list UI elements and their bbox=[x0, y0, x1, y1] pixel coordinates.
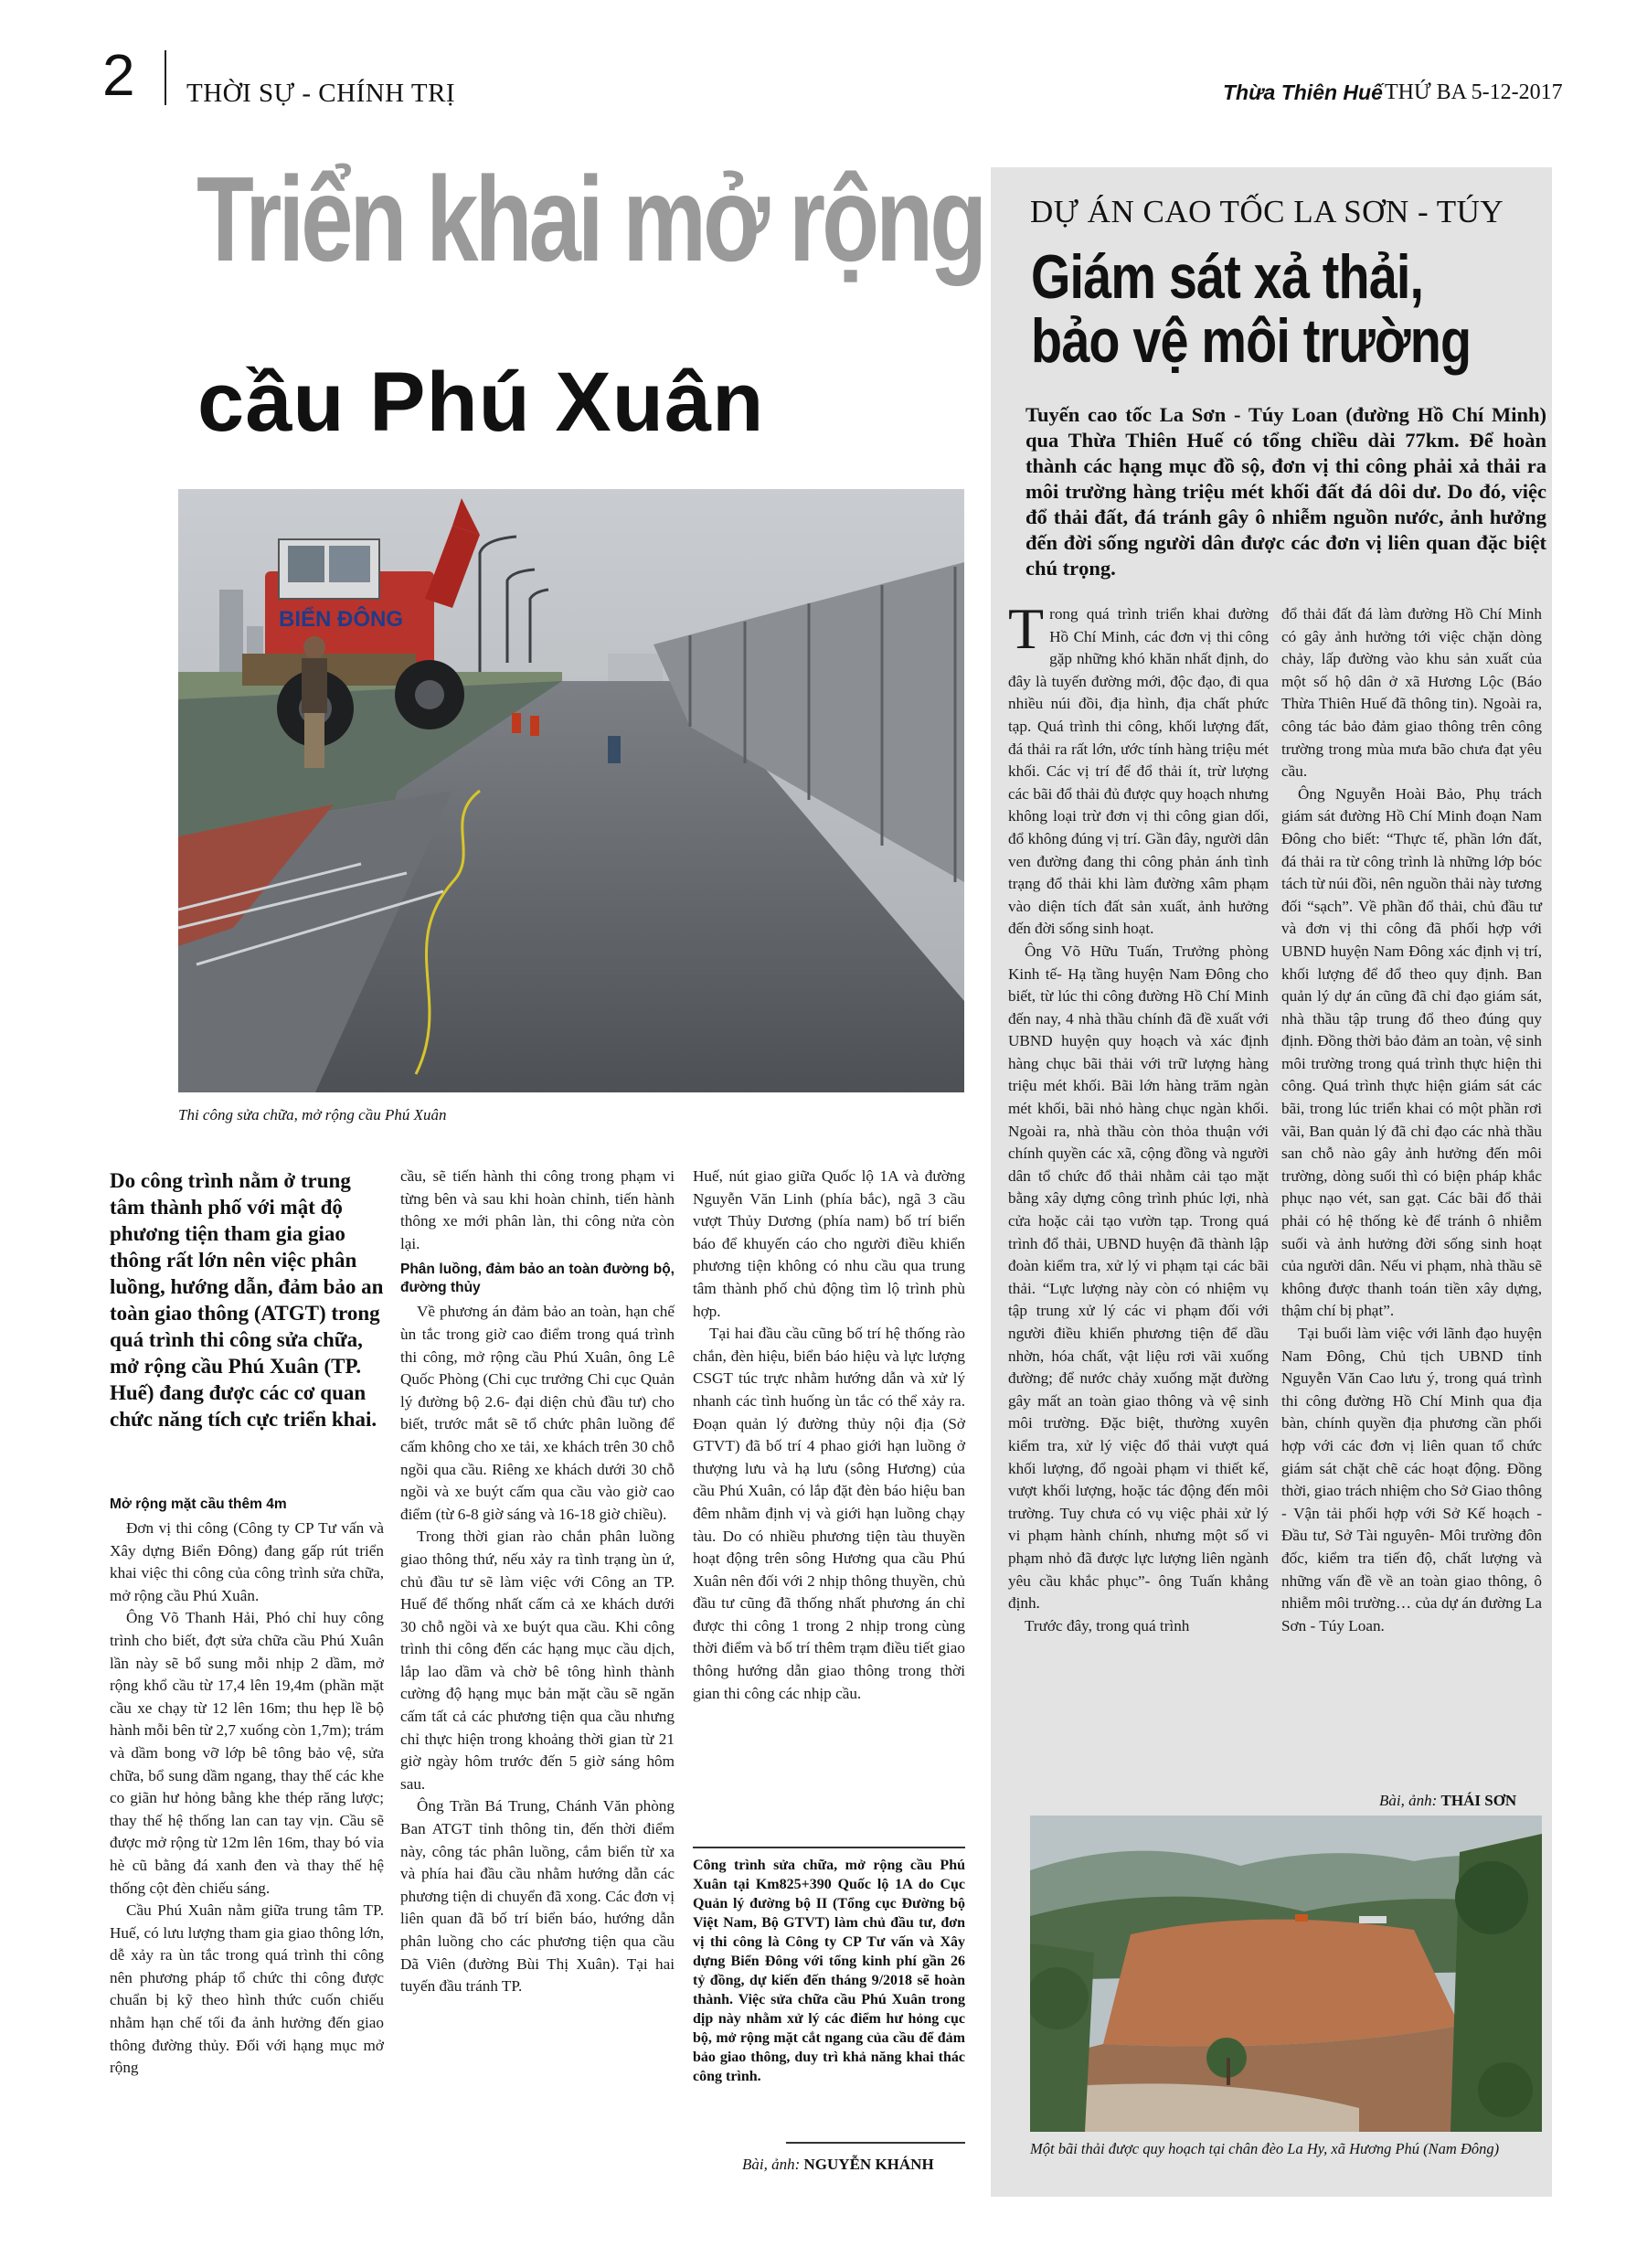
byline-author: NGUYỄN KHÁNH bbox=[803, 2156, 934, 2173]
project-info-box: Công trình sửa chữa, mở rộng cầu Phú Xuân tại Km825+390 Quốc lộ 1A do Cục Quản lý đường bộ II (Tổng cục Đường bộ Việt Nam, Bộ GTVT) làm chủ đầu tư, đơn vị thi công là Công ty CP Tư vấn và Xây dựng Biển Đông với tổng kinh phí gần 26 tỷ đồng, dự kiến đến tháng 9/2018 sẽ hoàn thành. Việc sửa chữa cầu Phú Xuân trong dịp này nhằm xử lý các điểm hư hỏng cục bộ, mở rộng mặt cắt ngang của cầu để đảm bảo giao thông, duy trì khả năng khai thác công trình. bbox=[693, 1847, 965, 2086]
paragraph: Trước đây, trong quá trình bbox=[1025, 1616, 1190, 1634]
paragraph: Ông Nguyễn Hoài Bảo, Phụ trách giám sát đường Hồ Chí Minh đoạn Nam Đông cho biết: “Thực tế, phần lớn đất, đá thải ra từ công trình là những lớp bóc tách từ núi đồi, nên nguồn thải này tương đối “sạch”. Về phần đổ thải, chủ đầu tư và đơn vị thi công đã phối hợp với UBND huyện Nam Đông xác định vị trí, khối lượng để đổ theo quy định. Ban quản lý dự án cũng đã chỉ đạo giám sát, nhà thầu tập trung đổ theo đúng quy định. Đồng thời bảo đảm an toàn, vệ sinh môi trường trong quá trình thực hiện thi công. Quá trình thực hiện giám sát các bãi, trong lúc triển khai có một phần rơi vãi, Ban quản lý đã chỉ đạo các nhà thầu san chỗ nào gây ảnh hưởng đến môi trường, dòng suối thì có biện pháp khắc phục nạo vét, san gạt. Các bãi đổ thải phải có hệ thống kè để tránh ô nhiễm suối và ảnh hưởng đời sống sinh hoạt của người dân. Nếu vi phạm, nhà thầu sẽ không được thanh toán tiền xây dựng, thậm chí bị phạt”. bbox=[1281, 784, 1542, 1320]
newspaper-name: Thừa Thiên Huế bbox=[1223, 80, 1383, 104]
paragraph: Huế, nút giao giữa Quốc lộ 1A và đường Nguyễn Văn Linh (phía bắc), ngã 3 cầu vượt Thủy Dương (phía nam) bố trí biển báo để khuyến cáo cho người điều khiển phương tiện không có nhu cầu qua trung tâm thành phố chủ động tìm lộ trình phù hợp. bbox=[693, 1167, 965, 1320]
section-title: THỜI SỰ - CHÍNH TRỊ bbox=[186, 79, 456, 108]
drop-cap: T bbox=[1008, 596, 1045, 661]
article2-title-line1: Giám sát xả thải, bbox=[1031, 242, 1424, 312]
header-divider bbox=[165, 50, 166, 105]
photo1-caption: Thi công sửa chữa, mở rộng cầu Phú Xuân bbox=[178, 1106, 447, 1123]
article1-column-2 bbox=[400, 1166, 675, 1998]
byline-label: Bài, ảnh: bbox=[1379, 1792, 1438, 1809]
paragraph: Ông Võ Thanh Hải, Phó chỉ huy công trình cho biết, đợt sửa chữa cầu Phú Xuân lần này sẽ bổ sung mỗi nhịp 2 dầm, mở rộng khổ cầu từ 17,4 lên 19,4m (phần mặt cầu xe chạy từ 12 lên 16m; thu hẹp lề bộ hành mỗi bên từ 2,7 xuống còn 1,7m); trám và dầm bong vỡ lớp bê tông bảo vệ, sửa chữa, bổ sung dầm ngang, thay thế các khe co giãn hư hỏng bằng khe thép răng lược; thay thế hệ thống lan can tay vịn. Cầu sẽ được mở rộng từ 12m lên 16m, thay bó vỉa hè cũ bằng đá xanh đen và thay thế hệ thống cột đèn chiếu sáng. bbox=[110, 1609, 384, 1897]
subhead-traffic: Phân luồng, đảm bảo an toàn đường bộ, đường thủy bbox=[400, 1262, 675, 1296]
issue-date: THỨ BA 5-12-2017 bbox=[1385, 80, 1563, 104]
article1-title-line2: cầu Phú Xuân bbox=[197, 356, 765, 449]
article1-column-3 bbox=[693, 1166, 965, 1705]
article1-lead: Do công trình nằm ở trung tâm thành phố với mật độ phương tiện tham gia giao thông rất lớn nên việc phân luồng, hướng dẫn, đảm bảo an toàn giao thông (ATGT) trong quá trình thi công sửa chữa, mở rộng cầu Phú Xuân (TP. Huế) đang được các cơ quan chức năng tích cực triển khai. bbox=[110, 1169, 384, 1431]
article2-title bbox=[1031, 242, 1472, 376]
paragraph: Đơn vị thi công (Công ty CP Tư vấn và Xây dựng Biển Đông) đang gấp rút triển khai việc thi công của công trình sửa chữa, mở rộng cầu Phú Xuân. bbox=[110, 1519, 384, 1604]
article2-kicker: DỰ ÁN CAO TỐC LA SƠN - TÚY bbox=[1030, 194, 1504, 229]
paragraph: Ông Trần Bá Trung, Chánh Văn phòng Ban ATGT tỉnh thông tin, đến thời điểm này, công tác phân luồng, cắm biển từ xa và phía hai đầu cầu nhằm hướng dẫn các phương tiện di chuyển đã xong. Các đơn vị liên quan đã bố trí biển báo, hướng dẫn phân luồng cho các phương tiện qua cầu Dã Viên (đường Bùi Thị Xuân). Tại hai tuyến đầu tránh TP. bbox=[400, 1797, 675, 1996]
paragraph: Tại hai đầu cầu cũng bố trí hệ thống rào chắn, đèn hiệu, biển báo hiệu và lực lượng CSGT túc trực nhằm hướng dẫn và xử lý nhanh các tình huống ùn tắc có thể xảy ra. Đoạn quản lý đường thủy nội địa (Sở GTVT) đã bố trí 4 phao giới hạn luồng ở thượng lưu và hạ lưu (sông Hương) của cầu Phú Xuân, có lắp đặt đèn báo hiệu ban đêm nhằm định vị và giới hạn luồng chạy tàu. Do có nhiều phương tiện tàu thuyền hoạt động trên sông Hương qua cầu Phú Xuân nên đối với 2 nhịp thông thuyền, chủ đầu tư cũng đã thống nhất phương án chỉ được thi công 1 trong 2 nhịp trong cùng thời điểm và bố trí thêm trạm điều tiết giao thông hướng dẫn giao thông trong thời gian thi công các nhịp cầu. bbox=[693, 1325, 965, 1702]
bridge-construction-photo bbox=[178, 489, 964, 1092]
paragraph: Về phương án đảm bảo an toàn, hạn chế ùn tắc trong giờ cao điểm trong quá trình thi công, mở rộng cầu Phú Xuân, ông Lê Quốc Phòng (Chi cục trưởng Chi cục Quản lý đường bộ 2.6- đại diện chủ đầu tư) cho biết, trước mắt sẽ tổ chức phân luồng để cấm không cho xe tải, xe khách trên 30 chỗ ngồi qua cầu. Riêng xe khách dưới 30 chỗ ngồi và xe buýt cấm qua cầu vào giờ cao điểm (từ 6-8 giờ sáng và 16-18 giờ chiều). bbox=[400, 1303, 675, 1523]
paragraph: đổ thải đất đá làm đường Hồ Chí Minh có gây ảnh hưởng tới việc chặn dòng chảy, lấp đường vào khu sản xuất của một số hộ dân ở xã Hương Lộc (Báo Thừa Thiên Huế đã thông tin). Ngoài ra, công tác bảo đảm giao thông trên công trường trong mùa mưa bão chưa đạt yêu cầu. bbox=[1281, 605, 1542, 781]
article1-byline bbox=[742, 2156, 934, 2174]
article2-title-line2: bảo vệ môi trường bbox=[1031, 306, 1472, 376]
paragraph: Tại buổi làm việc với lãnh đạo huyện Nam Đông, Chủ tịch UBND tỉnh Nguyễn Văn Cao lưu ý, trong quá trình thi công đường Hồ Chí Minh qua địa bàn, chính quyền địa phương cần phối hợp với các đơn vị liên quan tổ chức giám sát chặt chẽ các hoạt động. Đồng thời, giao trách nhiệm cho Sở Giao thông - Vận tải phối hợp với Sở Kế hoạch - Đầu tư, Sở Tài nguyên- Môi trường đôn đốc, kiểm tra tiến độ, chất lượng và những vấn đề về an toàn giao thông, ô nhiễm môi trường… của dự án đường La Sơn - Túy Loan. bbox=[1281, 1325, 1542, 1634]
paragraph: Ông Võ Hữu Tuấn, Trưởng phòng Kinh tế- Hạ tầng huyện Nam Đông cho biết, từ lúc thi công đường Hồ Chí Minh đến nay, 4 nhà thầu chính đã đề xuất với UBND huyện quy hoạch và xác định hàng chục bãi thải với trữ lượng hàng triệu mét khối. Bãi lớn hàng trăm ngàn mét khối, bãi nhỏ hàng chục ngàn khối. Ngoài ra, nhà thầu còn thỏa thuận với chính quyền các xã, cộng đồng và người dân tổ chức đổ thải nhằm cải tạo mặt bằng xây dựng công trình phúc lợi, nhà cửa hoặc cải tạo vườn tạp. Trong quá trình đổ thải, UBND huyện đã thành lập đoàn kiểm tra, xử lý vi phạm tại các bãi thải. “Lực lượng này còn có nhiệm vụ tập trung xử lý các vi phạm đối với người điều khiển phương tiện để dầu nhờn, hóa chất, vật liệu rơi vãi xuống đường; để nước chảy xuống mặt đường gây mất an toàn giao thông và vệ sinh môi trường. Đặc biệt, thường xuyên kiểm tra, xử lý việc đổ thải vượt quá khối lượng, đổ ngoài phạm vi thiết kế, vượt khối lượng, hoặc tác động đến môi trường. Tuy chưa có vụ việc phải xử lý vi phạm hành chính, nhưng một số vi phạm nhỏ đã được lực lượng liên ngành yêu cầu khắc phục”- ông Tuấn khẳng định. bbox=[1008, 942, 1269, 1613]
waste-dump-photo bbox=[1030, 1815, 1542, 2132]
article2-column-2 bbox=[1281, 603, 1542, 1637]
paragraph: cầu, sẽ tiến hành thi công trong phạm vi từng bên và sau khi hoàn chỉnh, tiến hành thông xe mới phân làn, thi công nửa còn lại. bbox=[400, 1167, 675, 1252]
photo2-caption: Một bãi thải được quy hoạch tại chân đèo La Hy, xã Hương Phú (Nam Đông) bbox=[1030, 2140, 1500, 2157]
excavator-sign: BIỂN ĐÔNG bbox=[279, 607, 404, 632]
article1-title-line1: Triển khai mở rộng bbox=[197, 152, 984, 286]
subhead-widening: Mở rộng mặt cầu thêm 4m bbox=[110, 1496, 287, 1512]
article2-lead: Tuyến cao tốc La Sơn - Túy Loan (đường Hồ Chí Minh) qua Thừa Thiên Huế có tổng chiều dài 77km. Để hoàn thành các hạng mục đồ sộ, đơn vị thi công phải xả thải ra môi trường hàng triệu mét khối đất đá dôi dư. Do đó, việc đổ thải đất, đá tránh gây ô nhiễm nguồn nước, ảnh hưởng đến đời sống người dân được các đơn vị liên quan đặc biệt chú trọng. bbox=[1025, 403, 1546, 580]
article1-column-1 bbox=[110, 1490, 384, 2080]
byline-author: THÁI SƠN bbox=[1440, 1792, 1517, 1809]
byline-label: Bài, ảnh: bbox=[742, 2156, 801, 2173]
paragraph: Trong thời gian rào chắn phân luồng giao thông thứ, nếu xảy ra tình trạng ùn ứ, chủ đầu tư sẽ làm việc với Công an TP. Huế để thống nhất cấm cả xe khách dưới 30 chỗ ngồi và xe buýt qua cầu. Khi công trình thi công đến các hạng mục cầu dịch, lắp lao dầm và chờ bê tông hình thành cường độ hạng mục bản mặt cầu sẽ ngăn cấm tất cả các phương tiện qua cầu nhưng chỉ thực hiện trong khoảng thời gian từ 21 giờ ngày hôm trước đến 5 giờ sáng hôm sau. bbox=[400, 1528, 675, 1793]
article2-byline bbox=[1379, 1792, 1516, 1810]
page-number: 2 bbox=[102, 42, 135, 108]
paragraph: Cầu Phú Xuân nằm giữa trung tâm TP. Huế, có lưu lượng tham gia giao thông lớn, dễ xảy ra ùn tắc trong quá trình thi công nên phương pháp tổ chức thi công được chuẩn bị kỹ theo hình thức cuốn chiếu nhằm hạn chế tối đa ảnh hưởng đến giao thông đường thủy. Đối với hạng mục mở rộng bbox=[110, 1901, 384, 2077]
paragraph: rong quá trình triển khai đường Hồ Chí Minh, các đơn vị thi công gặp những khó khăn nhất định, do đây là tuyến đường mới, độc đạo, đi qua nhiều núi đồi, địa hình, địa chất phức tạp. Quá trình thi công, khối lượng đất, đá thải ra rất lớn, ước tính hàng triệu mét khối. Các vị trí để đổ thải ít, trừ lượng các bãi đổ thải đủ được quy hoạch nhưng không loại trừ đơn vị thi công gian dối, đổ không đúng vị trí. Gần đây, người dân ven đường đang thi công phản ánh tình trạng đổ thải khi làm đường xâm phạm vào diện tích đất sản xuất, ảnh hưởng đến đời sống sinh hoạt. bbox=[1008, 605, 1269, 938]
article2-column-1 bbox=[1008, 596, 1269, 1637]
box-divider bbox=[786, 2142, 965, 2144]
